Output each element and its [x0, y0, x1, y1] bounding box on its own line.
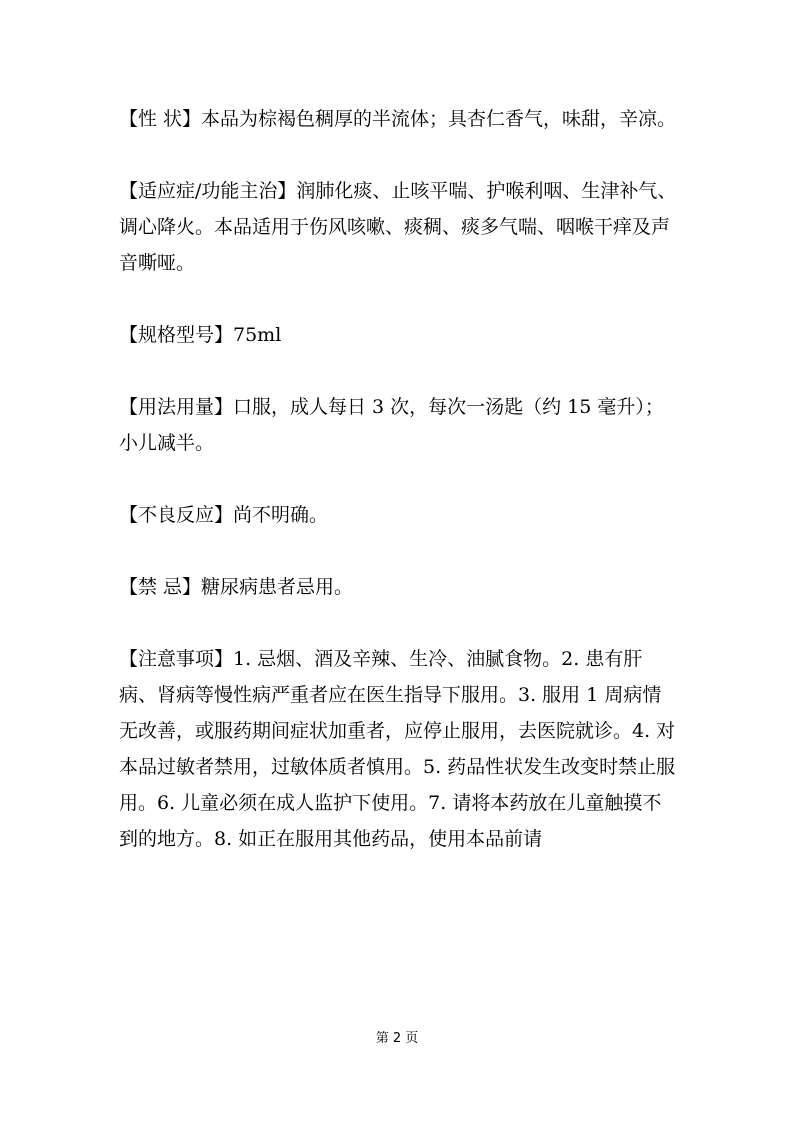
paragraph-spacer	[119, 605, 679, 641]
paragraph-zhuyi: 【注意事项】1. 忌烟、酒及辛辣、生冷、油腻食物。2. 患有肝病、肾病等慢性病严重者应在医生指导下服用。3. 服用 1 周病情无改善，或服药期间症状加重者，应停止服用，去医院就诊。4. 对本品过敏者禁用，过敏体质者慎用。5. 药品性状发生改变时禁止服用。6. 儿童必须在成人监护下使用。7. 请将本药放在儿童触摸不到的地方。8. 如正在服用其他药品，使用本品前请	[119, 648, 676, 850]
paragraph-guige: 【规格型号】75ml	[119, 324, 282, 346]
paragraph-buliang: 【不良反应】尚不明确。	[119, 504, 329, 526]
paragraph-yongfa: 【用法用量】口服，成人每日 3 次，每次一汤匙（约 15 毫升）；小儿减半。	[119, 396, 664, 454]
paragraph-xingzhuang: 【性 状】本品为棕褐色稠厚的半流体；具杏仁香气，味甜，辛凉。	[119, 108, 677, 130]
paragraph-spacer	[119, 281, 679, 317]
paragraph-spacer	[119, 533, 679, 569]
paragraph-spacer	[119, 461, 679, 497]
paragraph-jinji: 【禁 忌】糖尿病患者忌用。	[119, 576, 354, 598]
paragraph-spacer	[119, 353, 679, 389]
document-body	[119, 101, 679, 857]
paragraph-spacer	[119, 137, 679, 173]
page-number: 第 2 页	[375, 1031, 419, 1046]
paragraph-shiyingzheng: 【适应症/功能主治】润肺化痰、止咳平喘、护喉利咽、生津补气、调心降火。本品适用于伤风咳嗽、痰稠、痰多气喘、咽喉干痒及声音嘶哑。	[119, 180, 677, 274]
